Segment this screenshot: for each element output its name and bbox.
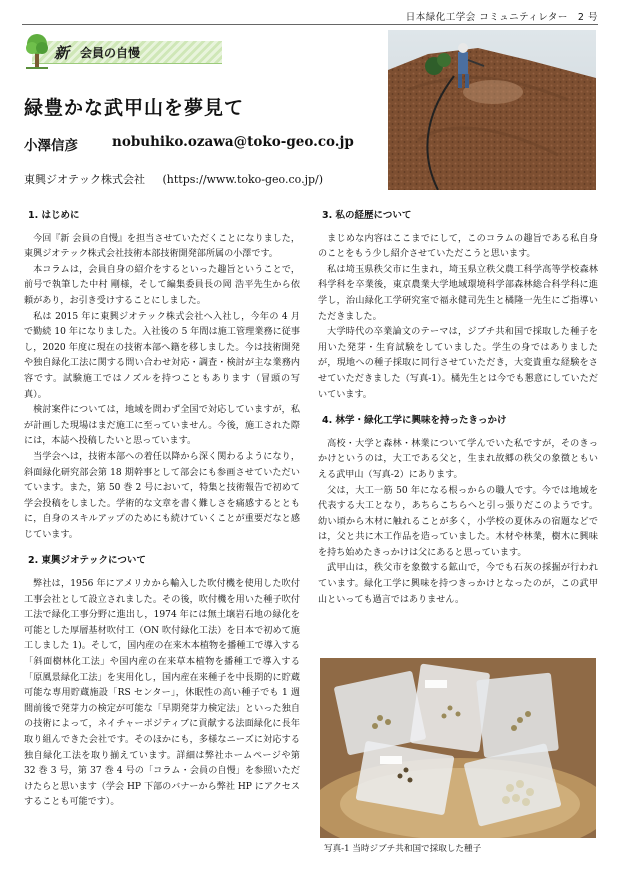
- company-name: 東興ジオテック株式会社: [24, 173, 145, 186]
- section-1-heading: 1. はじめに: [28, 210, 80, 221]
- section-2-paragraph: 弊社は，1956 年にアメリカから輸入した吹付機を使用した吹付工事会社として設立されました。その後，吹付機を用いた種子吹付工法で緑化工事分野に進出し，1974 年には無土壌岩石地の緑化を可能とした厚層基材吹付工（ON 吹付緑化工法）を日本で初めて施工しました 1)。そして，国内産の在来木本植物を播種工で導入する「斜面樹林化工法」や国内産の在来草本植物を播種工で導入する「原風景緑化工法」を実用化し，国内産在来種子を中長期的に貯蔵可能な専用貯蔵施設「RS センター」，休眠性の高い種子でも 1 週間前後で発芽力の検定が可能な「早期発芽力検定法」といった独自の技術によって，ネイチャーポジティブに貢献する法面緑化に長年取り組んできた会社です。そのほかにも，多様なニーズに対応する独自緑化工法を取り揃えています。詳細は弊社ホームページや第 32 巻 3 号，第 37 巻 4 号の「コラム・会員の自慢」を参照いただけたらと思います（学会 HP 下部のバナーから弊社 HP にアクセスすることも可能です）。: [24, 579, 300, 808]
- section-3-paragraph: 大学時代の卒業論文のテーマは，ジブチ共和国で採取した種子を用いた発芽・生育試験をしていました。学生の身ではありましたが，現地への種子採取に同行させていただき，大変貴重な経験をさせていただきました（写真-1）。橘先生とは今でも懇意にしていただいています。: [318, 327, 598, 400]
- author-name: 小澤信彦: [24, 138, 78, 154]
- newsletter-header: 日本緑化工学会 コミュニティレター 2 号: [405, 12, 598, 23]
- section-3-paragraph: まじめな内容はここまでにして，このコラムの趣旨である私自身のことをもう少し紹介させていただこうと思います。: [318, 233, 598, 260]
- section-4-paragraph: 高校・大学と森林・林業について学んでいた私ですが，そのきっかけというのは，大工である父と，生まれ故郷の秩父の象徴ともいえる武甲山（写真-2）にあります。: [318, 438, 598, 480]
- company-url: (https://www.toko-geo.co.jp/): [162, 173, 324, 186]
- header-rule: [22, 24, 598, 25]
- section-1-paragraph: 今回『新 会員の自慢』を担当させていただくことになりました，東興ジオテック株式会社技術本部技術開発部所属の小澤です。: [24, 233, 300, 260]
- section-2-heading: 2. 東興ジオテックについて: [28, 555, 146, 567]
- section-1-paragraph: 当学会へは，技術本部への着任以降から深く関わるようになり，斜面緑化研究部会第 18 期幹事として部会にも参画させていただいています。また，第 50 巻 2 号において，特集と技術報告で初めて学会投稿をしました。学術的な文章を書く難しさを痛感するとともに，自身のスキルアップのためにも続けていくことが重要だなと感じています。: [24, 451, 300, 540]
- corner-banner: [22, 30, 222, 74]
- section-3-paragraph: 私は埼玉県秩父市に生まれ，埼玉県立秩父農工科学高等学校森林科学科を卒業後，東京農業大学地域環境科学部森林総合科学科に進学し，治山緑化工学研究室で福永健司先生と橘隆一先生にご指導いただきました。: [318, 264, 598, 322]
- section-4-heading: 4. 林学・緑化工学に興味を持ったきっかけ: [322, 415, 507, 427]
- section-1-paragraph: 検討案件については，地域を問わず全国で対応していますが，私が計画した現場はまだ施工に至っていません。今後，施工された際には，本誌へ投稿したいと思っています。: [24, 405, 300, 447]
- top-photo: [388, 30, 596, 190]
- banner-label: 会員の自慢: [80, 46, 141, 60]
- author-email: nobuhiko.ozawa@toko-geo.co.jp: [112, 134, 354, 150]
- section-3-heading: 3. 私の経歴について: [322, 210, 412, 221]
- banner-shin: 新: [54, 44, 70, 62]
- section-1-paragraph: 本コラムは，会員自身の紹介をするといった趣旨ということで，前号で執筆した中村 剛様，そして編集委員長の岡 浩平先生から依頼があり，お引き受けすることにしました。: [24, 264, 300, 306]
- seed-photo: [320, 658, 596, 838]
- photo-caption: 写真-1 当時ジブチ共和国で採取した種子: [324, 844, 482, 854]
- tree-icon: [24, 32, 50, 70]
- section-4-paragraph: 父は，大工一筋 50 年になる根っからの職人です。今では地域を代表する大工となり，あちらこちらへと引っ張りだこのようです。幼い頃から木材に触れることが多く，小学校の夏休みの宿題などでは，父と共に木工作品を造っていました。木材や林業，樹木に興味を持ち始めたきっかけは父にあると思っています。: [318, 485, 598, 558]
- left-column: [24, 204, 300, 811]
- company-line: [24, 171, 323, 187]
- right-column: [318, 204, 598, 608]
- article-title: 緑豊かな武甲山を夢見て: [24, 97, 245, 119]
- section-1-paragraph: 私は 2015 年に東興ジオテック株式会社へ入社し，今年の 4 月で勤続 10 年になりました。入社後の 5 年間は施工管理業務に従事し，2020 年度に現在の技術本部へ籍を移しました。今は技術開発や独自緑化工法に関する問い合わせ対応・調査・検討が主な業務内容です。試験施工ではノズルを持つこともあります（冒頭の写真）。: [24, 311, 300, 400]
- section-4-paragraph: 武甲山は，秩父市を象徴する鉱山で，今でも石灰の採掘が行われています。緑化工学に興味を持つきっかけとなったのが，この武甲山といっても過言ではありません。: [318, 563, 598, 605]
